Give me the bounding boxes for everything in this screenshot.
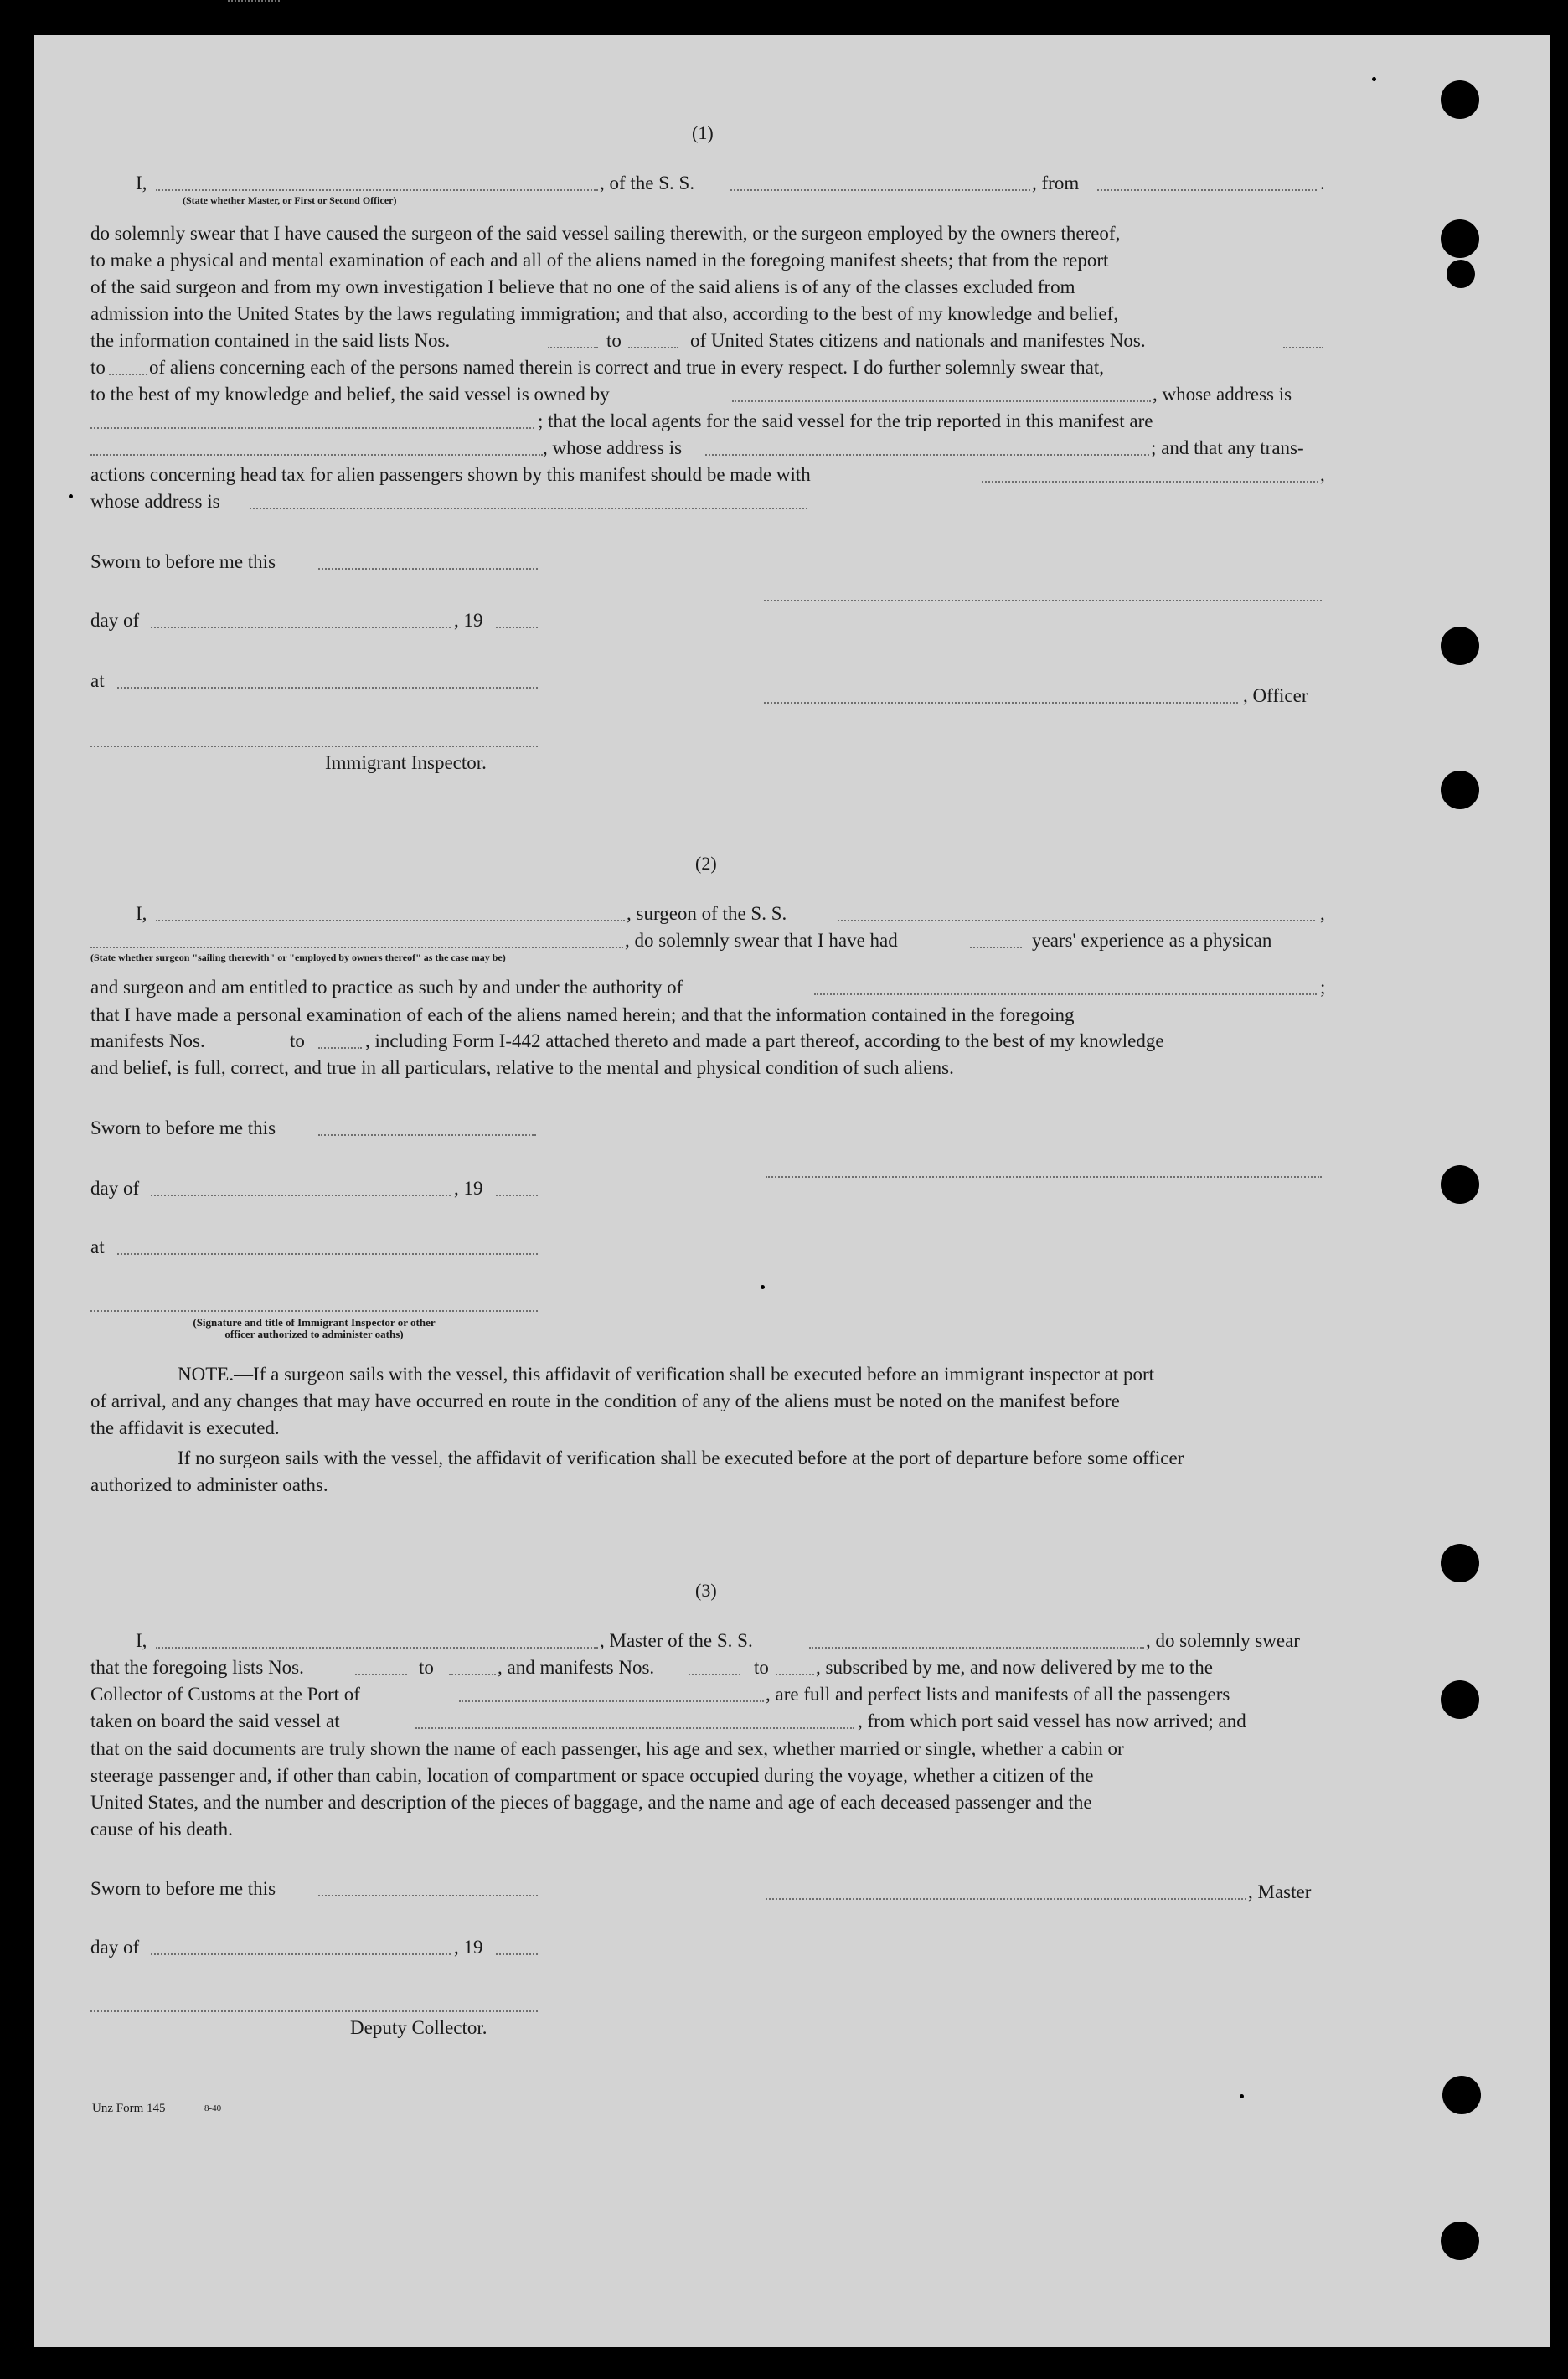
port-blank bbox=[459, 1700, 764, 1702]
day-of-label: day of bbox=[90, 1937, 140, 1958]
master-name-blank bbox=[156, 1647, 598, 1649]
officer-label: , Officer bbox=[1243, 685, 1308, 706]
of-the-ss-label: , of the S. S. bbox=[600, 173, 695, 194]
ink-speck bbox=[69, 494, 73, 498]
sworn-label: Sworn to before me this bbox=[90, 551, 276, 572]
surgeon-of-ss-label: , surgeon of the S. S. bbox=[627, 903, 787, 924]
deputy-collector-label: Deputy Collector. bbox=[350, 2017, 487, 2038]
to-label: to bbox=[419, 1657, 434, 1678]
to-label: to bbox=[606, 330, 622, 351]
vessel-name-blank bbox=[809, 1647, 1144, 1649]
note-line: the affidavit is executed. bbox=[90, 1417, 280, 1438]
oath-line: to make a physical and mental examination of each and all of the aliens named in the foregoing manifest sheets; that from the report bbox=[90, 250, 1109, 271]
ink-speck bbox=[1372, 77, 1376, 81]
to-label: to bbox=[754, 1657, 769, 1678]
manifest-number-blank bbox=[1283, 347, 1323, 348]
section-3-number: (3) bbox=[695, 1580, 717, 1601]
at-label: at bbox=[90, 670, 105, 691]
immigrant-inspector-label: Immigrant Inspector. bbox=[325, 752, 487, 773]
punch-hole bbox=[1441, 1544, 1479, 1582]
section-1-number: (1) bbox=[692, 122, 714, 143]
punch-hole bbox=[1441, 1680, 1479, 1719]
list-from-blank bbox=[355, 1674, 407, 1675]
punch-hole bbox=[1441, 2222, 1479, 2260]
documents-line: that on the said documents are truly shown the name of each passenger, his age and sex, whether married or single, whether a cabin or bbox=[90, 1738, 1124, 1759]
collector-port-label: Collector of Customs at the Port of bbox=[90, 1684, 360, 1705]
officer-rank-caption: (State whether Master, or First or Second Officer) bbox=[183, 194, 397, 206]
documents-paragraph bbox=[90, 1736, 1325, 1843]
line-end: ; bbox=[1320, 977, 1326, 998]
day-of-blank bbox=[151, 627, 451, 628]
master-signature-blank bbox=[766, 1898, 1246, 1900]
surgeon-signature-blank bbox=[766, 1176, 1322, 1178]
form-id: Unz Form 145 bbox=[92, 2102, 166, 2115]
day-of-blank bbox=[151, 1195, 451, 1196]
signature-caption bbox=[90, 1317, 538, 1340]
punch-hole bbox=[1441, 219, 1479, 258]
officer-signature-blank bbox=[764, 600, 1322, 601]
belief-text: and belief, is full, correct, and true in all particulars, relative to the mental and physical condition of such aliens. bbox=[90, 1057, 954, 1078]
whose-address-label: whose address is bbox=[90, 491, 220, 512]
whose-address-blank bbox=[250, 508, 807, 509]
section-2-number: (2) bbox=[695, 853, 717, 874]
list-number-to-blank bbox=[628, 347, 678, 348]
examination-line: that I have made a personal examination of each of the aliens named herein; and that the information contained in the foregoing bbox=[90, 1004, 1075, 1025]
inspector-signature-blank bbox=[90, 746, 538, 747]
taken-on-board-label: taken on board the said vessel at bbox=[90, 1711, 340, 1731]
documents-line: steerage passenger and, if other than cabin, location of compartment or space occupied during the voyage, whether a citizen of the bbox=[90, 1765, 1094, 1786]
year-label: , 19 bbox=[454, 1178, 483, 1199]
day-of-label: day of bbox=[90, 1178, 140, 1199]
vessel-name-blank bbox=[730, 189, 1030, 191]
signature-caption-line: (Signature and title of Immigrant Inspector or other bbox=[193, 1316, 436, 1329]
place-blank bbox=[117, 687, 538, 689]
inspector-signature-blank bbox=[90, 1310, 538, 1312]
line-end: . bbox=[1320, 173, 1325, 194]
vessel-name-blank bbox=[838, 920, 1315, 921]
at-label: at bbox=[90, 1236, 105, 1257]
owned-by-text: to the best of my knowledge and belief, the said vessel is owned by bbox=[90, 384, 610, 405]
line-end: , bbox=[1320, 464, 1325, 485]
list-to-blank bbox=[449, 1674, 496, 1675]
signature-caption-line: officer authorized to administer oaths) bbox=[224, 1328, 404, 1340]
manifests-nos-label: , and manifests Nos. bbox=[498, 1657, 655, 1678]
ink-speck bbox=[1240, 2094, 1244, 2098]
authority-blank bbox=[814, 993, 1317, 995]
surgeon-status-blank bbox=[90, 947, 623, 948]
officer-name-blank bbox=[156, 189, 598, 191]
note-line: NOTE.—If a surgeon sails with the vessel, this affidavit of verification shall be executed before an immigrant inspector at port bbox=[178, 1364, 1155, 1385]
form-date: 8-40 bbox=[204, 2103, 222, 2113]
physician-text: years' experience as a physican bbox=[1032, 930, 1272, 951]
manifest-from-blank bbox=[689, 1674, 740, 1675]
day-of-blank bbox=[151, 1953, 451, 1955]
sworn-label: Sworn to before me this bbox=[90, 1117, 276, 1138]
solemnly-swear-label: , do solemnly swear bbox=[1146, 1630, 1300, 1651]
owner-blank bbox=[732, 400, 1151, 402]
agents-address-label: , whose address is bbox=[543, 437, 683, 458]
oath-paragraph bbox=[90, 220, 1325, 328]
subscribed-text: , subscribed by me, and now delivered by me to the bbox=[816, 1657, 1213, 1678]
manifests-nos-label: manifests Nos. bbox=[90, 1030, 205, 1051]
oath-line: do solemnly swear that I have caused the surgeon of the said vessel sailing therewith, or the surgeon employed by the owners thereof, bbox=[90, 223, 1121, 244]
examination-paragraph bbox=[90, 1002, 1325, 1029]
aliens-text: of aliens concerning each of the persons named therein is correct and true in every respect. I do further solemnly swear that, bbox=[149, 357, 1104, 378]
documents-line: cause of his death. bbox=[90, 1819, 233, 1840]
manifest-from-blank bbox=[228, 0, 280, 2]
declarant-prefix: I, bbox=[136, 903, 147, 924]
oath-line: of the said surgeon and from my own investigation I believe that no one of the said aliens is of any of the classes excluded from bbox=[90, 276, 1075, 297]
note-paragraph bbox=[90, 1445, 1325, 1499]
declarant-prefix: I, bbox=[136, 1630, 147, 1651]
place-blank bbox=[117, 1253, 538, 1255]
punch-hole bbox=[1441, 1165, 1479, 1204]
manifest-to-blank bbox=[776, 1674, 814, 1675]
sworn-date-blank bbox=[318, 1895, 538, 1896]
transactions-label: ; and that any trans- bbox=[1151, 437, 1304, 458]
form-i442-text: , including Form I-442 attached thereto and made a part thereof, according to the best of my knowledge bbox=[365, 1030, 1164, 1051]
year-blank bbox=[496, 1195, 538, 1196]
punch-hole bbox=[1441, 80, 1479, 119]
year-blank bbox=[496, 1953, 538, 1955]
day-of-label: day of bbox=[90, 610, 140, 631]
list-number-from-blank bbox=[548, 347, 598, 348]
note-line: authorized to administer oaths. bbox=[90, 1474, 328, 1495]
full-lists-text: , are full and perfect lists and manifests of all the passengers bbox=[766, 1684, 1230, 1705]
owner-address-blank bbox=[90, 427, 534, 429]
sworn-date-blank bbox=[318, 1134, 536, 1136]
from-label: , from bbox=[1032, 173, 1080, 194]
declarant-prefix: I, bbox=[136, 173, 147, 194]
surgeon-name-blank bbox=[156, 920, 625, 921]
year-label: , 19 bbox=[454, 610, 483, 631]
master-label: , Master bbox=[1248, 1881, 1312, 1902]
lists-nos-label: that the foregoing lists Nos. bbox=[90, 1657, 304, 1678]
year-blank bbox=[496, 627, 538, 628]
master-of-ss-label: , Master of the S. S. bbox=[600, 1630, 753, 1651]
note-paragraph bbox=[90, 1361, 1325, 1442]
head-tax-party-blank bbox=[982, 481, 1318, 483]
sworn-date-blank bbox=[318, 568, 538, 570]
surgeon-status-caption: (State whether surgeon "sailing therewith" or "employed by owners thereof" as the case may be) bbox=[90, 952, 506, 963]
oath-line: admission into the United States by the laws regulating immigration; and that also, according to the best of my knowledge and belief, bbox=[90, 303, 1119, 324]
year-label: , 19 bbox=[454, 1937, 483, 1958]
collector-signature-blank bbox=[90, 2010, 538, 2012]
punch-hole bbox=[1441, 627, 1479, 665]
note-line: If no surgeon sails with the vessel, the affidavit of verification shall be executed before at the port of departure before some officer bbox=[178, 1448, 1184, 1468]
arrived-text: , from which port said vessel has now arrived; and bbox=[858, 1711, 1246, 1731]
aliens-to-label: to bbox=[90, 357, 106, 378]
punch-hole bbox=[1442, 2076, 1481, 2114]
manifest-to-blank bbox=[109, 374, 147, 375]
agents-blank bbox=[90, 454, 543, 456]
authority-text: and surgeon and am entitled to practice as such by and under the authority of bbox=[90, 977, 683, 998]
line-end: , bbox=[1320, 903, 1325, 924]
note-line: of arrival, and any changes that may have occurred en route in the condition of any of the aliens must be noted on the manifest before bbox=[90, 1391, 1120, 1411]
ink-speck bbox=[761, 1285, 765, 1289]
head-tax-text: actions concerning head tax for alien passengers shown by this manifest should be made with bbox=[90, 464, 811, 485]
from-port-blank bbox=[1097, 189, 1317, 191]
punch-hole bbox=[1441, 771, 1479, 809]
manifest-to-blank bbox=[318, 1047, 362, 1049]
years-blank bbox=[970, 947, 1022, 948]
local-agents-text: ; that the local agents for the said vessel for the trip reported in this manifest are bbox=[538, 410, 1153, 431]
agents-address-blank bbox=[705, 454, 1149, 456]
officer-title-blank bbox=[764, 702, 1238, 704]
manifests-text: of United States citizens and nationals and manifestes Nos. bbox=[690, 330, 1146, 351]
to-label: to bbox=[290, 1030, 305, 1051]
embarkation-port-blank bbox=[415, 1727, 854, 1729]
punch-hole bbox=[1447, 260, 1475, 288]
documents-line: United States, and the number and description of the pieces of baggage, and the name and age of each deceased passenger and the bbox=[90, 1792, 1092, 1813]
experience-text: , do solemnly swear that I have had bbox=[625, 930, 898, 951]
sworn-label: Sworn to before me this bbox=[90, 1878, 276, 1899]
owner-address-label: , whose address is bbox=[1153, 384, 1292, 405]
lists-info-text: the information contained in the said lists Nos. bbox=[90, 330, 451, 351]
